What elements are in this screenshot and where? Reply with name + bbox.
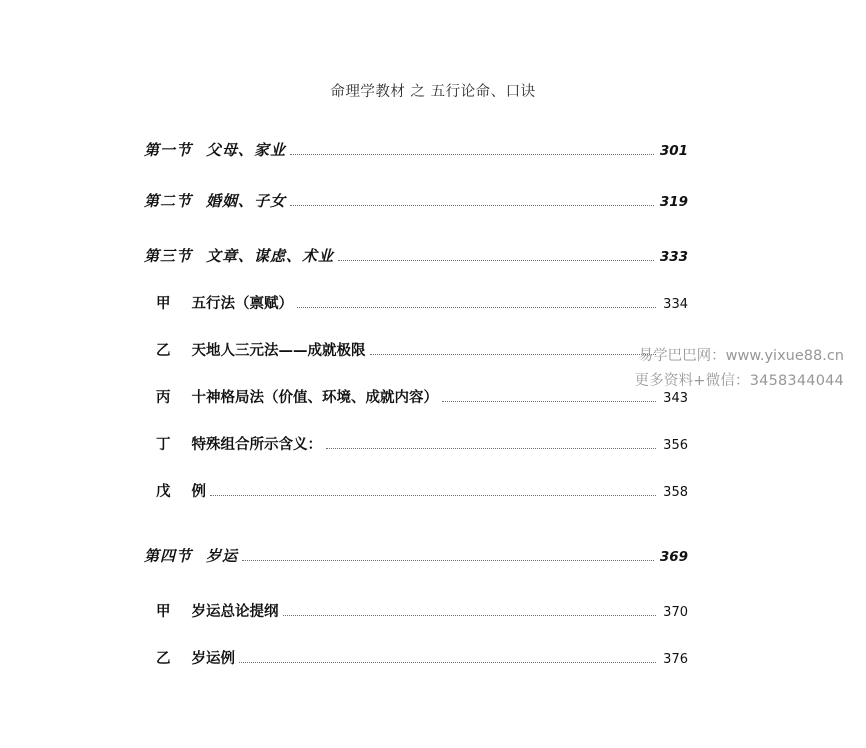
toc-entry-number: 乙	[156, 651, 172, 667]
toc-entry-level1[interactable]	[0, 245, 866, 266]
toc-entry-text: 文章、谋虑、术业	[206, 247, 335, 265]
toc-entry-text: 岁运例	[191, 651, 235, 667]
table-of-contents	[0, 139, 866, 668]
toc-entry-label	[156, 433, 322, 454]
toc-entry-number: 丙	[156, 390, 172, 406]
toc-entry-level2[interactable]	[0, 339, 866, 360]
toc-leader-dots	[290, 153, 654, 155]
toc-entry-level2[interactable]	[0, 647, 866, 668]
toc-leader-dots	[290, 204, 654, 206]
toc-entry-level2[interactable]	[0, 292, 866, 313]
toc-entry-number: 甲	[156, 296, 172, 312]
watermark-line-2: 更多资料+微信：3458344044	[634, 373, 844, 389]
toc-leader-dots	[210, 494, 656, 496]
toc-entry-text: 岁运总论提纲	[191, 604, 279, 620]
toc-entry-label	[144, 545, 238, 566]
toc-leader-dots	[442, 400, 656, 402]
toc-entry-label	[144, 245, 334, 266]
toc-entry-text: 岁运	[206, 547, 239, 565]
toc-entry-text: 天地人三元法——成就极限	[191, 343, 366, 359]
toc-entry-number: 戊	[156, 484, 172, 500]
toc-page-number: 334	[663, 297, 688, 312]
toc-entry-number: 第三节	[144, 247, 193, 265]
toc-page-number: 333	[659, 249, 688, 265]
toc-page-number: 358	[663, 485, 688, 500]
toc-entry-text: 婚姻、子女	[206, 192, 287, 210]
toc-entry-number: 丁	[156, 437, 172, 453]
toc-entry-level2[interactable]	[0, 600, 866, 621]
toc-entry-number: 第二节	[144, 192, 193, 210]
toc-page-number: 376	[663, 652, 688, 667]
watermark-line-1: 易学巴巴网：www.yixue88.cn	[638, 348, 844, 364]
toc-entry-level2[interactable]	[0, 433, 866, 454]
toc-entry-level2[interactable]	[0, 480, 866, 501]
toc-entry-label	[156, 647, 235, 668]
toc-entry-text: 父母、家业	[206, 141, 287, 159]
toc-entry-number: 甲	[156, 604, 172, 620]
toc-page-number: 369	[659, 549, 688, 565]
page-title: 命理学教材 之 五行论命、口诀	[330, 84, 536, 100]
toc-leader-dots	[370, 353, 657, 355]
toc-entry-number: 乙	[156, 343, 172, 359]
toc-entry-number: 第四节	[144, 547, 193, 565]
toc-entry-label	[144, 139, 286, 160]
toc-entry-text: 特殊组合所示含义：	[191, 437, 322, 453]
toc-entry-label	[156, 480, 206, 501]
toc-entry-label	[156, 386, 438, 407]
toc-leader-dots	[297, 306, 656, 308]
toc-page-number: 343	[663, 391, 688, 406]
toc-entry-level1[interactable]	[0, 545, 866, 566]
toc-leader-dots	[283, 614, 657, 616]
toc-leader-dots	[338, 259, 654, 261]
toc-entry-text: 十神格局法（价值、环境、成就内容）	[191, 390, 438, 406]
toc-leader-dots	[239, 661, 656, 663]
toc-entry-level2[interactable]	[0, 386, 866, 407]
toc-page-number: 370	[663, 605, 688, 620]
toc-leader-dots	[242, 559, 654, 561]
toc-entry-label	[156, 292, 293, 313]
toc-entry-label	[156, 600, 279, 621]
toc-page-number: 319	[659, 194, 688, 210]
toc-entry-level1[interactable]	[0, 190, 866, 211]
toc-entry-level1[interactable]	[0, 139, 866, 160]
toc-leader-dots	[326, 447, 656, 449]
toc-page-number: 301	[659, 143, 688, 159]
toc-entry-label	[144, 190, 286, 211]
toc-entry-text: 五行法（禀赋）	[191, 296, 293, 312]
toc-entry-number: 第一节	[144, 141, 193, 159]
toc-entry-text: 例	[191, 484, 206, 500]
toc-entry-label	[156, 339, 366, 360]
toc-page-number: 356	[663, 438, 688, 453]
